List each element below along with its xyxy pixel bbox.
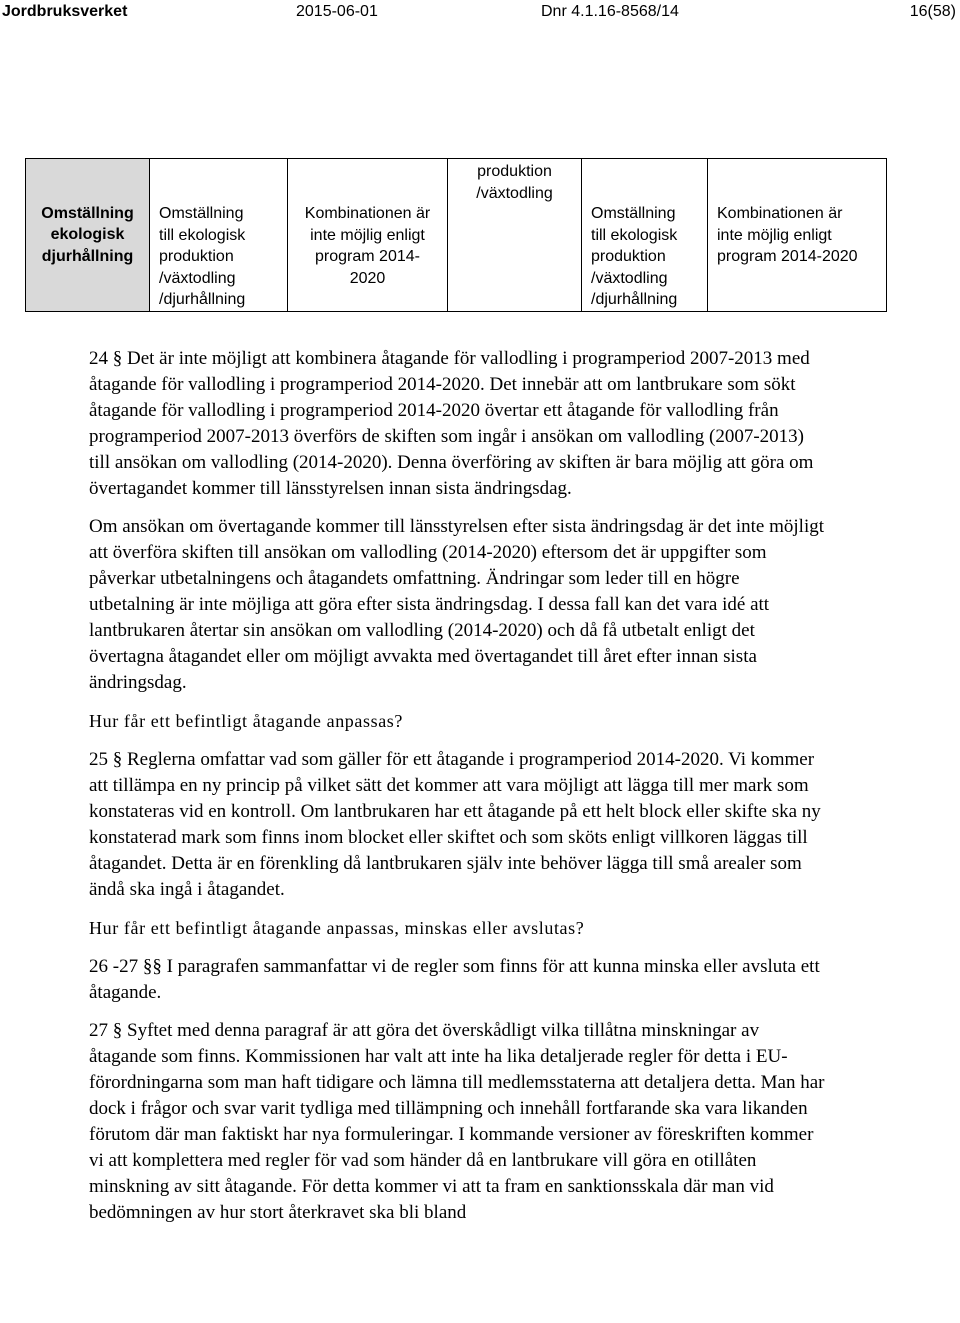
cell-line: Kombinationen är: [304, 205, 431, 222]
cell-line: /växtodling: [591, 269, 668, 287]
paragraph-27: [89, 1018, 829, 1226]
cell-line: Omställning: [591, 205, 676, 223]
table-cell: [288, 159, 448, 312]
cell-line: /växtodling: [476, 184, 553, 202]
cell-line: Omställning: [159, 205, 244, 223]
combination-table: [25, 158, 887, 312]
paragraph-25: [89, 747, 829, 903]
cell-line: /växtodling: [159, 269, 236, 287]
paragraph-marker: 26 -27 §§: [89, 956, 167, 977]
paragraph-marker: 25 §: [89, 749, 127, 770]
table-row: [26, 159, 887, 312]
paragraph-24-continued: [89, 514, 829, 696]
cell-line: produktion: [591, 248, 666, 266]
cell-line: Omställning: [41, 204, 134, 222]
section-question: Hur får ett befintligt åtagande anpassas?: [89, 711, 403, 731]
cell-line: program 2014-: [315, 248, 420, 265]
cell-line: till ekologisk: [591, 226, 678, 244]
cell-line: inte möjlig enligt: [310, 226, 425, 244]
table-cell: [448, 159, 582, 312]
paragraph-24: [89, 346, 829, 502]
cell-line: produktion: [477, 163, 552, 180]
paragraph-text: Det är inte möjligt att kombinera åtagande för vallodling i programperiod 2007-2013 med åtagande för vallodling i programperiod 2014-2020. Det innebär att om lantbrukare som sökt åtagande för vallodling i programperiod 2014-2020 övertar ett åtagande för vallodling från programperiod 2007-2013 överförs de skiften som ingår i ansökan om vallodling (2007-2013) till ansökan om vallodling (2014-2020). Denna överföring av skiften är bara möjlig att göra om övertagandet kommer till länsstyrelsen innan sista ändringsdag.: [89, 348, 814, 499]
table-cell: [26, 159, 150, 312]
cell-line: /djurhållning: [159, 291, 246, 309]
page-number: 16(58): [909, 3, 956, 20]
document-reference: Dnr 4.1.16-8568/14: [541, 3, 679, 20]
cell-line: ekologisk: [50, 226, 125, 244]
cell-line: program 2014-2020: [717, 248, 858, 265]
cell-line: 2020: [349, 269, 386, 287]
organization-name: Jordbruksverket: [2, 3, 128, 20]
page-header: [0, 0, 960, 24]
cell-line: /djurhållning: [591, 291, 678, 309]
table-cell: [150, 159, 288, 312]
document-body: [89, 346, 829, 1238]
paragraph-26-27: [89, 954, 829, 1006]
cell-line: djurhållning: [41, 247, 134, 265]
cell-line: inte möjlig enligt: [717, 226, 832, 244]
section-question: Hur får ett befintligt åtagande anpassas, minskas eller avslutas?: [89, 918, 585, 938]
paragraph-text: Om ansökan om övertagande kommer till länsstyrelsen efter sista ändringsdag är det inte möjligt att överföra skiften till ansökan om vallodling (2014-2020) eftersom det är uppgifter som påverkar utbetalningens och åtagandets omfattning. Ändringar som leder till en högre utbetalning är inte möjliga att göra efter sista ändringsdag. I dessa fall kan det vara idé att lantbrukaren återtar sin ansökan om vallodling (2014-2020) och då få utbetalt enligt det övertagna åtagandet eller om möjligt avvakta med övertagandet till året efter innan sista ändringsdag.: [89, 516, 825, 693]
paragraph-text: Syftet med denna paragraf är att göra det överskådligt vilka tillåtna minskningar av åtagande som finns. Kommissionen har valt att inte ha lika detaljerade regler för detta i EU-förordningarna som man haft tidigare och lämna till medlemsstaterna att detaljera detta. Man har dock i frågor och svar varit tydliga med tillämpning och innehåll fortfarande ska vara likanden förutom där man faktiskt har nya formuleringar. I kommande versioner av föreskriften kommer vi att komplettera med regler för vad som händer då en lantbrukare vill göra en otillåten minskning av sitt åtagande. För detta kommer vi att ta fram en sanktionsskala där man vid bedömningen av hur stort återkravet ska bli bland: [89, 1020, 825, 1223]
paragraph-text: Reglerna omfattar vad som gäller för ett åtagande i programperiod 2014-2020. Vi kommer att tillämpa en ny princip på vilket sätt det kommer att vara möjligt att lägga till mer mark som konstateras vid en kontroll. Om lantbrukaren har ett åtagande på ett helt block eller skifte ska ny konstaterad mark som finns inom blocket eller skiftet och som sköts enligt villkoren läggas till åtagandet. Detta är en förenkling då lantbrukaren själv inte behöver lägga till små arealer som ändå ska ingå i åtagandet.: [89, 749, 821, 900]
cell-line: produktion: [159, 248, 234, 266]
document-date: 2015-06-01: [296, 3, 378, 20]
paragraph-marker: 27 §: [89, 1020, 127, 1041]
cell-line: till ekologisk: [159, 226, 246, 244]
table-cell: [708, 159, 887, 312]
paragraph-marker: 24 §: [89, 348, 127, 369]
table-cell: [582, 159, 708, 312]
paragraph-text: I paragrafen sammanfattar vi de regler som finns för att kunna minska eller avsluta ett åtagande.: [89, 956, 820, 1003]
cell-line: Kombinationen är: [717, 205, 843, 222]
